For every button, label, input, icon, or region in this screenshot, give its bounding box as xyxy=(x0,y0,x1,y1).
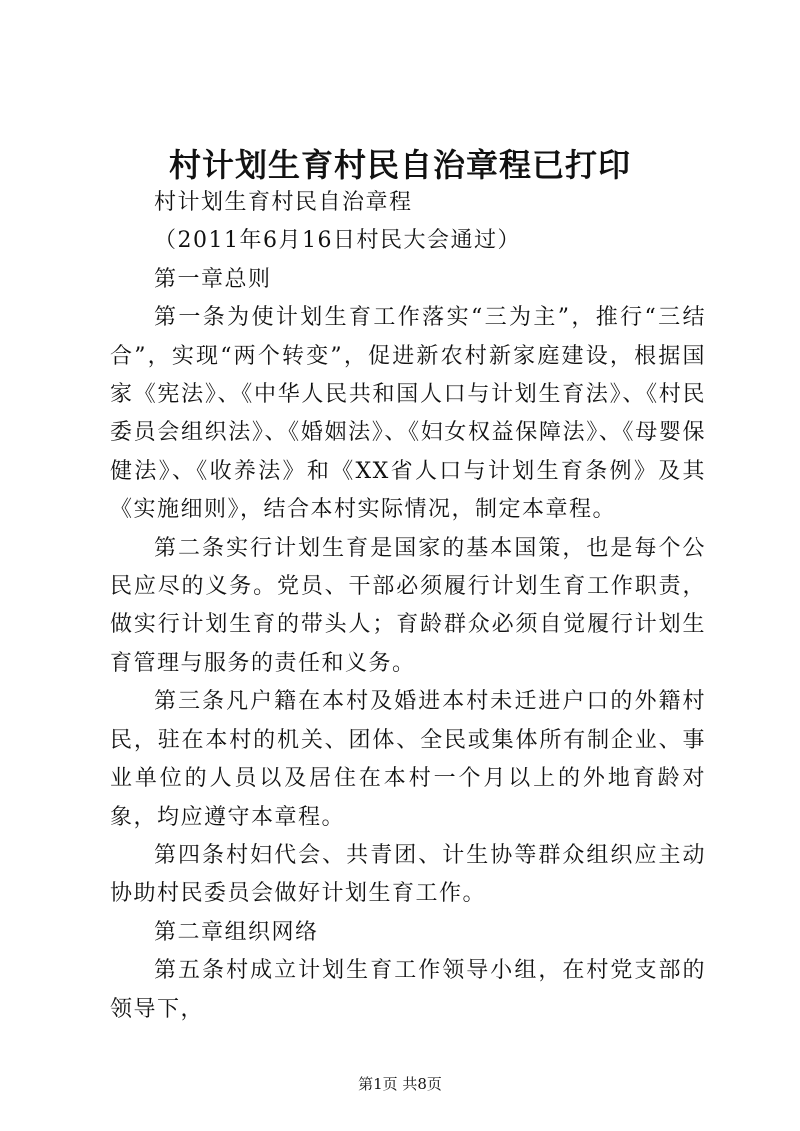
paragraph-subtitle: 村计划生育村民自治章程 xyxy=(154,190,413,215)
document-body xyxy=(110,184,706,1029)
paragraph-article-1: 第一条为使计划生育工作落实“三为主”，推行“三结合”，实现“两个转变”，促进新农村新家庭建设，根据国家《宪法》、《中华人民共和国人口与计划生育法》、《村民委员会组织法》、《婚姻法》、《妇女权益保障法》、《母婴保健法》、《收养法》和《XX省人口与计划生育条例》及其《实施细则》，结合本村实际情况，制定本章程。 xyxy=(110,305,706,523)
page-footer: 第1页 共8页 xyxy=(358,1075,442,1093)
paragraph-article-4: 第四条村妇代会、共青团、计生协等群众组织应主动协助村民委员会做好计划生育工作。 xyxy=(110,842,706,907)
chapter-heading-2: 第二章组织网络 xyxy=(154,919,319,945)
paragraph-article-2: 第二条实行计划生育是国家的基本国策，也是每个公民应尽的义务。党员、干部必须履行计划生育工作职责，做实行计划生育的带头人；育龄群众必须自觉履行计划生育管理与服务的责任和义务。 xyxy=(110,535,706,676)
paragraph-date: （2011年6月16日村民大会通过） xyxy=(154,228,521,254)
paragraph-article-3: 第三条凡户籍在本村及婚进本村未迁进户口的外籍村民，驻在本村的机关、团体、全民或集体所有制企业、事业单位的人员以及居住在本村一个月以上的外地育龄对象，均应遵守本章程。 xyxy=(110,689,706,830)
paragraph-article-5: 第五条村成立计划生育工作领导小组，在村党支部的领导下， xyxy=(110,958,706,1022)
chapter-heading-1: 第一章总则 xyxy=(154,266,272,292)
document-title: 村计划生育村民自治章程已打印 xyxy=(168,146,631,184)
